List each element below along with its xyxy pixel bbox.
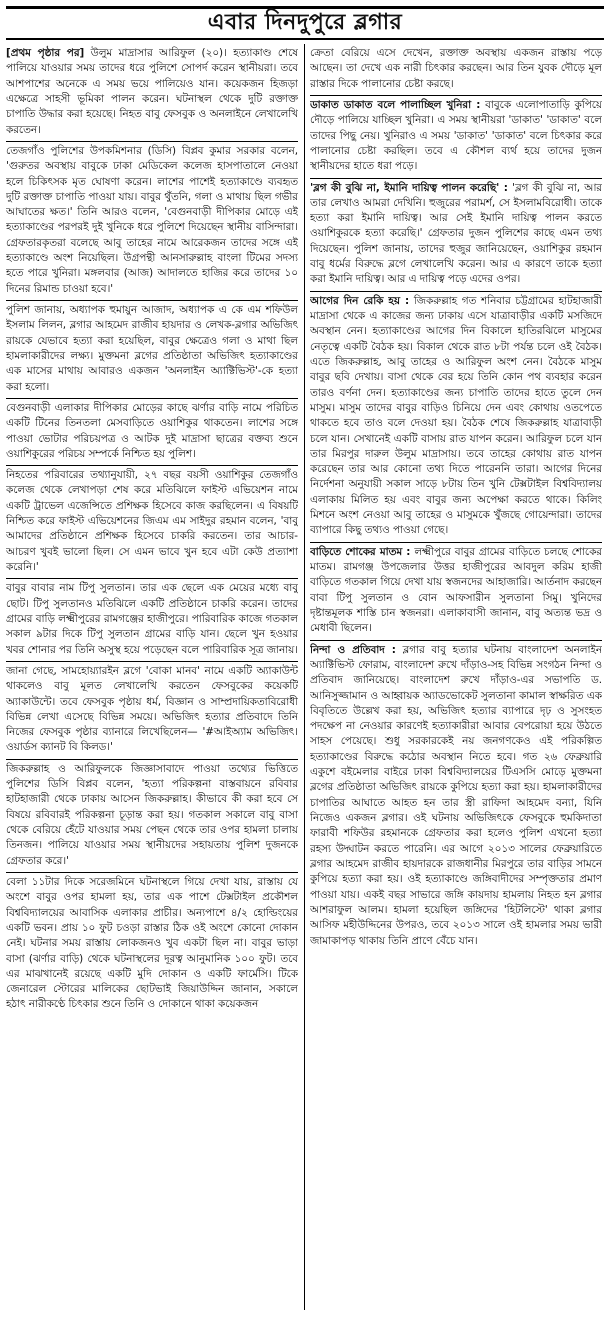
paragraph-text: তেজগাঁও পুলিশের উপকমিশনার (ডিসি) বিপ্লব কুমার সরকার বলেন, 'গুরুতর অবস্থায় বাবুকে ঢাকা মেডিকেল কলেজ হাসপাতালে নেওয়া হলে চিকিৎসক মৃত ঘোষণা করেন। লাশের পাশেই হত্যাকাণ্ডে ব্যবহৃত দুটি রক্তাক্ত চাপাতি পাওয়া যায়। বাবুর থুঁতনি, গলা ও মাথায় ছিল গভীর আঘাতের ক্ষত।' তিনি আরও বলেন, 'বেগুনবাড়ী দীপিকার মোড়ে এই হত্যাকাণ্ডের পরপরই দুই খুনিকে ধরে পুলিশে দিয়েছেন স্থানীয় বাসিন্দারা। গ্রেফতারকৃতরা বলেছে আবু তাহের নামে আরেকজন তাদের সঙ্গে এই হত্যাকাণ্ডে অংশ নিয়েছিল। উগ্রপন্থী আনসারুল্লাহ বাংলা টিমের সদস্য হতে পারে খুনিরা। মঙ্গলবার (আজ) আদালতে হাজির করে তাদের ১০ দিনের রিমান্ড চাওয়া হবে।' (6, 144, 298, 295)
paragraph-text: 'ব্লগ কী বুঝি না, আর তার লেখাও আমরা দেখিনি। হুজুরের পরামর্শ, সে ইসলামবিরোধী। তাকে হত্যা করা ইমানি দায়িত্ব। আর সেই ইমানি দায়িত্ব পালন করতে ওয়াশিকুরকে হত্যা করেছি।' গ্রেফতার দুজন পুলিশের কাছে এমন তথ্য দিয়েছেন। পুলিশ জানায়, তাদের হুজুর জানিয়েছেন, ওয়াশিকুর রহমান বাবু ধর্মের বিরুদ্ধে ব্লগে লেখালেখি করেন। আর এ কারণে তাকে হত্যা করা ইমানি দায়িত্ব। আর এ দায়িত্ব পড়ে এদের ওপর। (310, 181, 602, 286)
article-paragraph (6, 300, 298, 398)
page-headline: এবার দিনদুপুরে ব্লগার (207, 10, 403, 35)
column-divider (304, 44, 305, 1310)
article-paragraph (6, 578, 298, 661)
paragraph-text: বাবুর বাবার নাম টিপু সুলতান। তার এক ছেলে এক মেয়ের মধ্যে বাবু ছোট। টিপু সুলতানও মতিঝিলে একটি প্রতিষ্ঠানে চাকরি করেন। তাদের গ্রামের বাড়ি লক্ষ্মীপুরের রামগঞ্জের হাজীপুরে। পারিবারিক কাজে গতকাল সকাল ৯টার দিকে টিপু সুলতান গ্রামের বাড়ি যান। ছেলে খুন হওয়ার খবর শোনার পর তিনি অসুস্থ হয়ে পড়েছেন বলে পারিবারিক সূত্র জানায়। (6, 582, 298, 656)
paragraph-subheading: 'ব্লগ কী বুঝি না, ইমানি দায়িত্ব পালন করেছি' : (310, 181, 508, 194)
article-paragraph (310, 178, 602, 291)
article-paragraph (6, 465, 298, 578)
paragraph-subheading: [প্রথম পৃষ্ঠার পর] (6, 47, 85, 59)
paragraph-subheading: বাড়িতে শোকের মাতম : (310, 545, 411, 558)
paragraph-text: লক্ষ্মীপুরে বাবুর গ্রামের বাড়িতে চলছে শোকের মাতম। রামগঞ্জ উপজেলার উত্তর হাজীপুরের আবদুল করিম হাজী বাড়িতে গতকাল গিয়ে দেখা যায় স্বজনদের আহাজারি। আর্তনাদ করছেন বাবা টিপু সুলতান ও বোন আফসারীন সুলতানা সিমু। খুনিদের দৃষ্টান্তমূলক শাস্তি চান স্বজনরা। এলাকাবাসী জানান, বাবু অত্যন্ত ভদ্র ও মেধাবী ছিলেন। (310, 545, 602, 635)
article-paragraph (310, 291, 602, 542)
article-paragraph (310, 44, 602, 95)
paragraph-text: নিহতের পরিবারের তথ্যানুযায়ী, ২৭ বছর বয়সী ওয়াশিকুর তেজগাঁও কলেজ থেকে লেখাপড়া শেষ করে মতিঝিলে ফাইস্ট এভিয়েশন নামে একটি ট্রাভেল এজেন্সিতে প্রশিক্ষক হিসেবে কাজ করছিলেন। এ বিষয়টি নিশ্চিত করে ফাইস্ট এভিয়েশনের জিএম এম সাইদুর রহমান বলেন, 'বাবু আমাদের প্রতিষ্ঠানে প্রশিক্ষক হিসেবে চাকরি করতেন। তার আচার-আচরণ খুবই ভালো ছিল। সে এমন ভাবে খুন হবে এটা কেউ প্রত্যাশা করেনি।' (6, 469, 298, 573)
article-paragraph (6, 759, 298, 872)
article-paragraph (6, 141, 298, 300)
right-column (310, 44, 602, 1312)
paragraph-text: জানা গেছে, সামহোয়্যারইন ব্লগে 'বোকা মানব' নামে একটি অ্যাকাউন্ট থাকলেও বাবু মূলত লেখালেখি করতেন ফেসবুকের কয়েকটি অ্যাকাউন্টে। তবে ফেসবুক পৃষ্ঠায় ধর্ম, বিজ্ঞান ও সাম্প্রদায়িকতাবিরোধী বিভিন্ন লেখা এসেছে বিভিন্ন সময়ে। অভিজিৎ হত্যার প্রতিবাদে তিনি নিজের ফেসবুক পৃষ্ঠার ব্যানারে লিখেছিলেন— '#আইঅ্যাম অভিজিৎ। ওয়ার্ডস ক্যানট বি কিলড।' (6, 664, 298, 754)
paragraph-text: ক্রেতা বেরিয়ে এসে দেখেন, রক্তাক্ত অবস্থায় একজন রাস্তায় পড়ে আছেন। তা দেখে এক নারী চিৎকার করছেন। আর তিন যুবক দৌড়ে মূল রাস্তার দিকে পালানোর চেষ্টা করছে। (310, 47, 602, 90)
article-paragraph (6, 398, 298, 465)
paragraph-text: ব্লগার বাবু হত্যার ঘটনায় বাংলাদেশ অনলাইন অ্যাক্টিভিস্ট ফোরাম, বাংলাদেশ রুখে দাঁড়াও-সহ বিভিন্ন সংগঠন নিন্দা ও প্রতিবাদ জানিয়েছে। বাংলাদেশ রুখে দাঁড়াও-এর সভাপতি ড. আনিসুজ্জামান ও আহ্বায়ক অ্যাডভোকেট সুলতানা কামাল স্বাক্ষরিত এক বিবৃতিতে উল্লেখ করা হয়, অভিজিৎ হত্যার ব্যাপারে দৃঢ় ও সুসংহত পদক্ষেপ না নেওয়ার কারণেই হত্যাকারীরা আবার বেপরোয়া হয়ে উঠতে সাহস পেয়েছে। শুধু সরকারকেই নয় জনগণকেও এই পরিকল্পিত হত্যাকাণ্ডের বিরুদ্ধে কঠোর অবস্থান নিতে হবে। গত ২৬ ফেব্রুয়ারি একুশে বইমেলার বাইরে ঢাকা বিশ্ববিদ্যালয়ের টিএসসি মোড়ে মুক্তমনা ব্লগের প্রতিষ্ঠাতা অভিজিৎ রায়কে কুপিয়ে হত্যা করা হয়। হামলাকারীদের চাপাতির আঘাতে আহত হন তার স্ত্রী রাফিদা আহমেদ বন্যা, যিনি নিজেও একজন ব্লগার। ওই ঘটনায় অভিজিৎকে ফেসবুকে হুমকিদাতা ফারাবী শফিউর রহমানকে গ্রেফতার করা হলেও পুলিশ এখনো হত্যা রহস্য উদ্ঘাটন করতে পারেনি। এর আগে ২০১৩ সালের ফেব্রুয়ারিতে ব্লগার আহমেদ রাজীব হায়দারকে রাজধানীর মিরপুরে তার বাড়ির সামনে কুপিয়ে হত্যা করা হয়। ওই হত্যাকাণ্ডে জঙ্গিবাদীদের সম্পৃক্ততার প্রমাণ পাওয়া যায়। একই বছর সাভারে জঙ্গি কায়দায় হামলায় নিহত হন ব্লগার আশরাফুল আলম। হামলা হয়েছিল জঙ্গিদের 'হিটলিস্টে' থাকা ব্লগার আসিফ মহীউদ্দিনের উপরও, তবে ২০১৩ সালে ওই হামলার সময় ভারী জামাকাপড় থাকায় তিনি প্রাণে বেঁচে যান। (310, 643, 602, 947)
headline-bar (6, 6, 604, 40)
paragraph-subheading: ডাকাত ডাকাত বলে পালাচ্ছিল খুনিরা : (310, 98, 481, 111)
paragraph-text: বাবুকে এলোপাতাড়ি কুপিয়ে দৌড়ে পালিয়ে যাচ্ছিল খুনিরা। এ সময় স্থানীয়রা 'ডাকাত' 'ডাকাত' বলে তাদের পিছু নেয়। খুনিরাও এ সময় 'ডাকাত' 'ডাকাত' বলে চিৎকার করে পালানোর চেষ্টা করছিল। তবে এ কৌশল ব্যর্থ হয়ে তাদের দুজন স্থানীয়দের হাতে ধরা পড়ে। (310, 98, 602, 173)
paragraph-text: জিকরুল্লাহ গত শনিবার চট্টগ্রামের হাটহাজারী মাদ্রাসা থেকে এ কাজের জন্য ঢাকায় এসে যাত্রাবাড়ীর একটি মসজিদে অবস্থান নেন। হত্যাকাণ্ডের আগের দিন বিকালে হাতিরঝিলে মাসুমের নেতৃত্বে একটি বৈঠক হয়। বিকাল থেকে রাত ৮টা পর্যন্ত চলে ওই বৈঠক। এতে জিকরুল্লাহ, আবু তাহের ও আরিফুল অংশ নেন। বৈঠকে মাসুম বাবুর ছবি দেখায়। বাসা থেকে বের হয়ে তিনি কোন পথ ব্যবহার করেন তারও বর্ণনা দেন। হত্যাকাণ্ডের জন্য চাপাতি তাদের হাতে তুলে দেন মাসুম। মাসুম তাদের বাবুর বাড়িও চিনিয়ে দেন এবং কোথায় ওতপেতে থাকতে হবে তাও বলে দেওয়া হয়। বৈঠক শেষে জিকরুল্লাহ যাত্রাবাড়ী চলে যান। সেখানেই একটি বাসায় রাত যাপন করেন। আরিফুল চলে যান তার মিরপুর দারুল উলুম মাদ্রাসায়। তবে তাহের কোথায় রাত যাপন করেছেন তার আর কোনো তথ্য দিতে পারেননি তারা। আগের দিনের নির্দেশনা অনুযায়ী সকাল সাড়ে ৮টায় তিন খুনি টেক্সটাইল বিশ্ববিদ্যালয় এলাকায় মিলিত হয় এবং বাবুর জন্য অপেক্ষা করতে থাকে। কিলিং মিশনে অংশ নেওয়া আবু তাহের ও মাসুমকে খুঁজছে গোয়েন্দারা। তাদের ব্যাপারে কিছু তথ্যও পাওয়া গেছে। (310, 294, 602, 537)
article-paragraph (6, 872, 298, 1016)
paragraph-text: জিকরুল্লাহ ও আরিফুলকে জিজ্ঞাসাবাদে পাওয়া তথ্যের ভিত্তিতে পুলিশের ডিসি বিপ্লব বলেন, 'হত্যা পরিকল্পনা বাস্তবায়নে রবিবার হাটহাজারী থেকে ঢাকায় আসেন জিকরুল্লাহ। কীভাবে কী করা হবে সে বিষয়ে রবিবারই পরিকল্পনা চূড়ান্ত করা হয়। গতকাল সকালে বাবু বাসা থেকে বেরিয়ে হেঁটে যাওয়ার সময় পেছন থেকে তার ওপর হামলা চালায় তিনজন। পালিয়ে যাওয়ার সময় স্থানীয়দের সহায়তায় পুলিশ দুজনকে গ্রেফতার করে।' (6, 762, 298, 867)
paragraph-text: বেলা ১১টার দিকে সরেজমিনে ঘটনাস্থলে গিয়ে দেখা যায়, রাস্তায় যে অংশে বাবুর ওপর হামলা হয়, তার এক পাশে টেক্সটাইল প্রকৌশল বিশ্ববিদ্যালয়ের আবাসিক এলাকার প্রাচীর। অন্যপাশে ৪/২ হোল্ডিংয়ের একটি ভবন। প্রায় ১০ ফুট চওড়া রাস্তার ঠিক ওই অংশে কোনো দোকান নেই। ঘটনার সময় রাস্তায় লোকজনও খুব একটা ছিল না। বাবুর ভাড়া বাসা (ঝর্ণার বাড়ি) থেকে ঘটনাস্থলের দূরত্ব আনুমানিক ১০০ ফুট। তবে এর মাঝখানেই রয়েছে একটি মুদি দোকান ও একটি ফার্মেসি। টিকে জেনারেল স্টোরের মালিকের ছোটভাই জিয়াউদ্দিন জানান, সকালে হঠাৎ নারীকণ্ঠে চিৎকার শুনে তিনি ও দোকানে থাকা কয়েকজন (6, 875, 298, 1011)
left-column (6, 44, 298, 1312)
paragraph-text: উলুম মাদ্রাসার আরিফুল (২০)। হত্যাকাণ্ড শেষে পালিয়ে যাওয়ার সময় তাদের ধরে পুলিশে সোপর্দ করেন স্থানীয়রা। তবে আশপাশের অনেকে এ সময় ভয়ে পালিয়েও যান। কয়েকজন হিজড়া এক্ষেত্রে সাহসী ভূমিকা পালন করেন। ঘটনাস্থল থেকে দুটি রক্তাক্ত চাপাতি উদ্ধার করা হয়েছে। নিহত বাবু ফেসবুক ও অনলাইনে লেখালেখি করতেন। (6, 47, 298, 136)
article-paragraph (6, 44, 298, 141)
paragraph-subheading: নিন্দা ও প্রতিবাদ : (310, 643, 396, 656)
paragraph-text: পুলিশ জানায়, অধ্যাপক হুমায়ুন আজাদ, অধ্যাপক এ কে এম শফিউল ইসলাম লিলন, ব্লগার আহমেদ রাজীব হায়দার ও লেখক-ব্লগার অভিজিৎ রায়কে যেভাবে হত্যা করা হয়েছিল, বাবুর ক্ষেত্রেও গলা ও মাথা ছিল হামলাকারীদের লক্ষ্য। মুক্তমনা ব্লগের প্রতিষ্ঠাতা অভিজিৎ হত্যাকাণ্ডের এক মাসের মাথায় আবারও একজন 'অনলাইন অ্যাক্টিভিস্ট'-কে হত্যা করা হলো। (6, 304, 298, 393)
article-paragraph (310, 640, 602, 952)
article-paragraph (6, 661, 298, 759)
article-paragraph (310, 542, 602, 640)
paragraph-subheading: আগের দিন রেকি হয় : (310, 294, 410, 307)
article-paragraph (310, 95, 602, 178)
paragraph-text: বেগুনবাড়ী এলাকার দীপিকার মোড়ের কাছে ঝর্ণার বাড়ি নামে পরিচিত একটি টিনের তিনতলা মেসবাড়িতে ওয়াশিকুর থাকতেন। লাশের সঙ্গে পাওয়া ভোটার পরিচয়পত্র ও আটক দুই মাদ্রাসা ছাত্রের বক্তব্য শুনে ওয়াশিকুরের পরিচয় সম্পর্কে নিশ্চিত হয় পুলিশ। (6, 401, 298, 460)
